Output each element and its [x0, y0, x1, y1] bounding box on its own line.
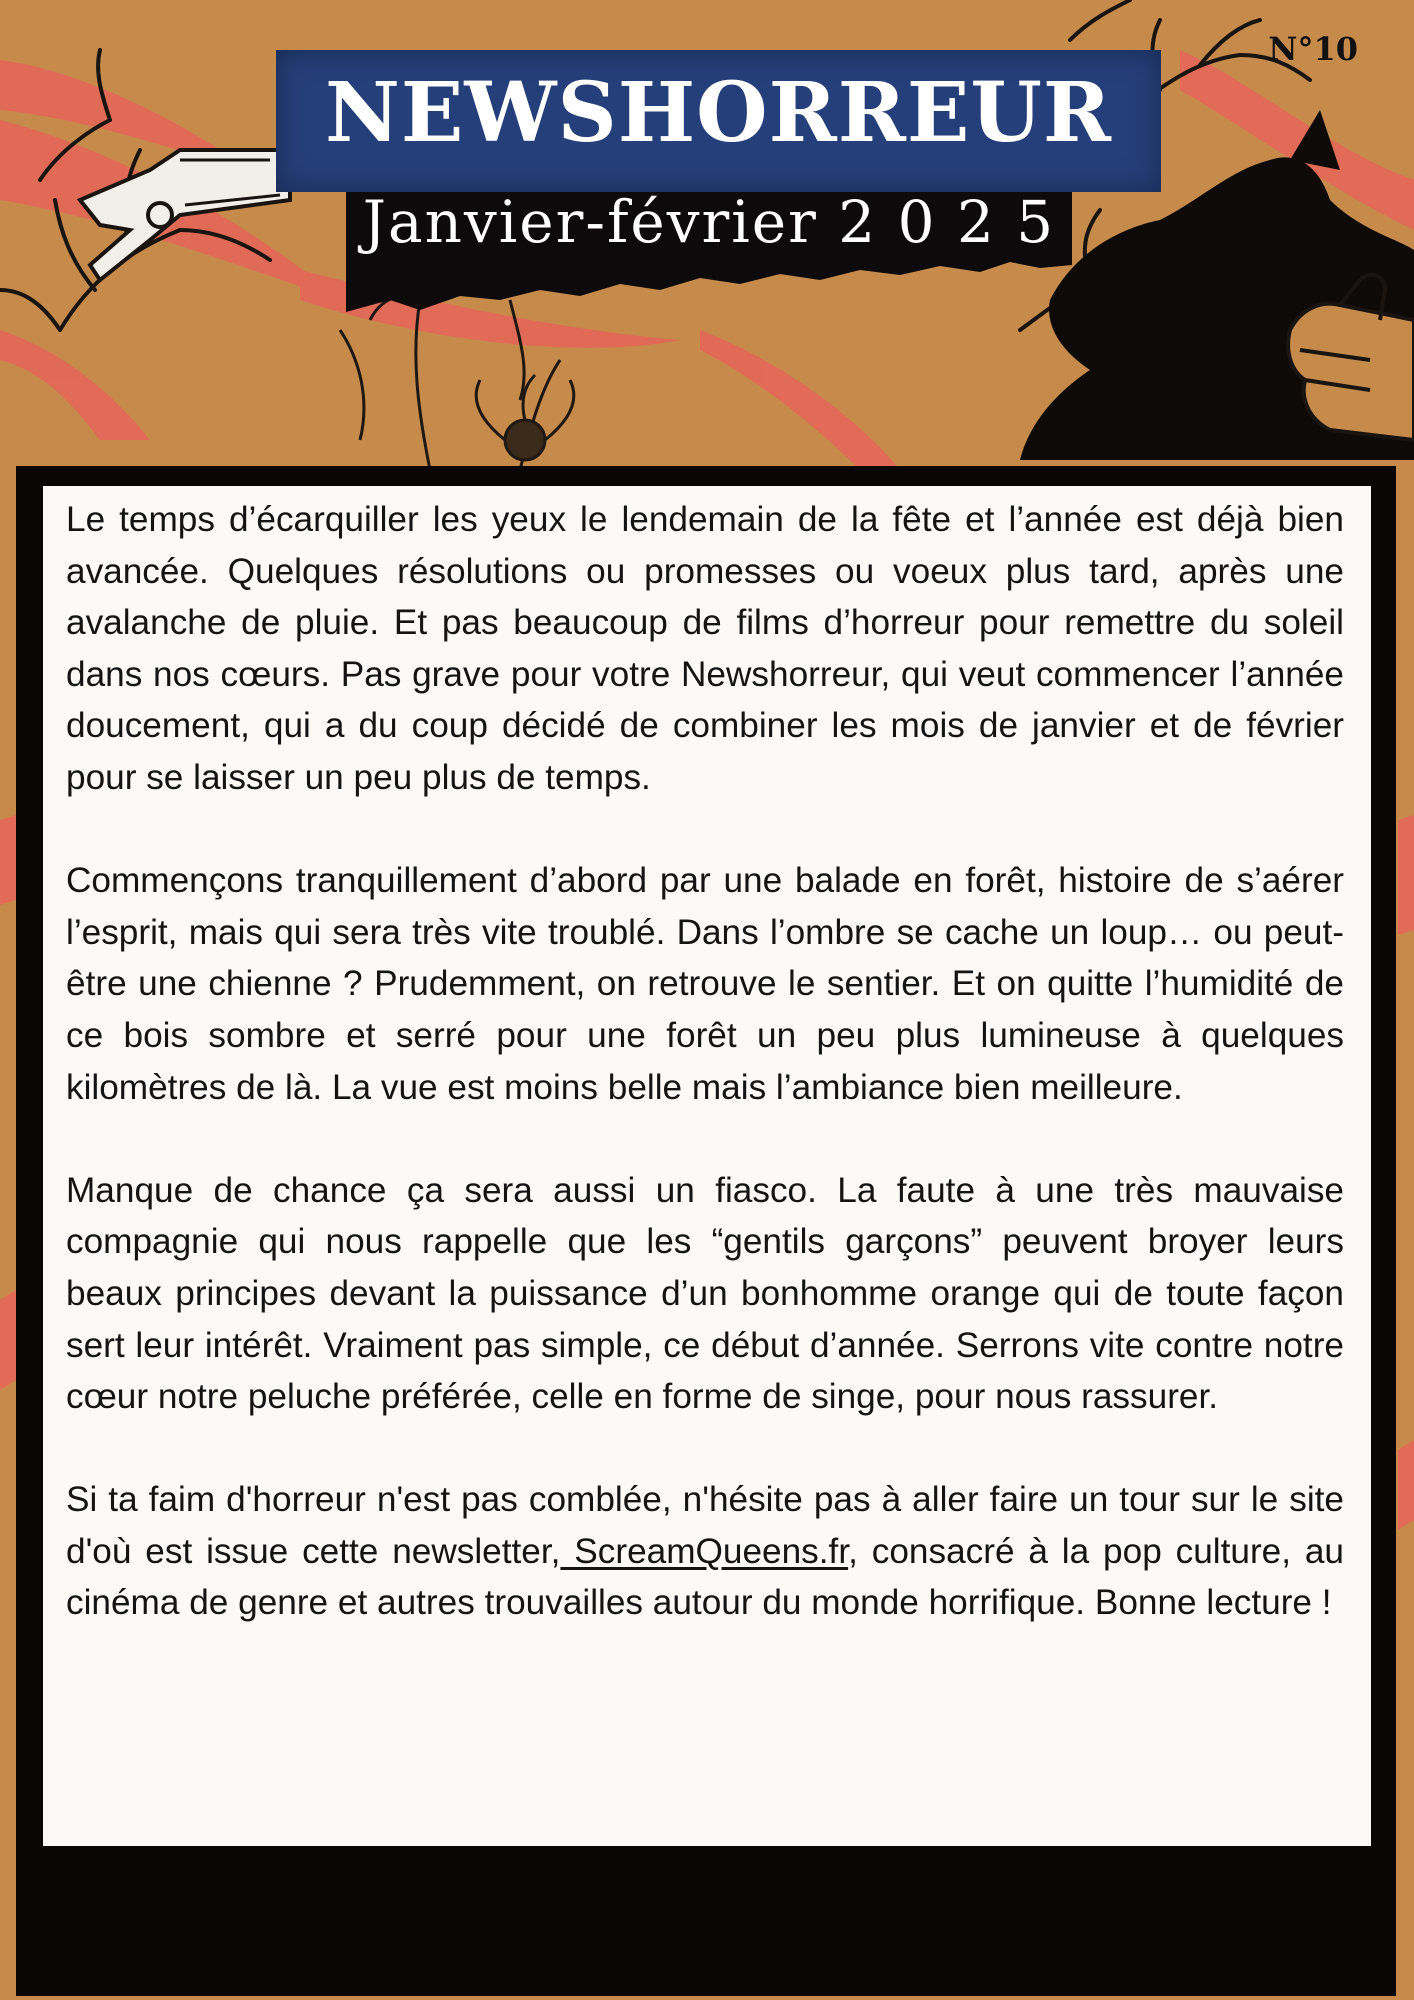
screamqueens-link[interactable]: ScreamQueens.fr [560, 1531, 849, 1571]
issue-date: Janvier-février 2 0 2 5 [362, 188, 1056, 256]
issue-number: N°10 [1268, 30, 1358, 68]
paragraph-forest: Commençons tranquillement d’abord par une balade en forêt, histoire de s’aérer l’esprit, mais qui sera très vite troublé. Dans l’ombre se cache un loup… ou peut-être une chienne ? Prudemment, on retrouve le sentier. Et on quitte l’humidité de ce bois sombre et serré pour une forêt un peu plus lumineuse à quelques kilomètres de là. La vue est moins belle mais l’ambiance bien meilleure. [66, 861, 1344, 1107]
closing-text-after: , consacré à la pop culture, au cinéma de genre et autres trouvailles autour du monde horrifique. Bonne lecture ! [66, 1531, 1345, 1623]
date-banner [346, 176, 1072, 276]
paragraph-fiasco: Manque de chance ça sera aussi un fiasco. La faute à une très mauvaise compagnie qui nous rappelle que les “gentils garçons” peuvent broyer leurs beaux principes devant la puissance d’un bonhomme orange qui de toute façon sert leur intérêt. Vraiment pas simple, ce début d’année. Serrons vite contre notre cœur notre peluche préférée, celle en forme de singe, pour nous rassurer. [66, 1170, 1344, 1417]
newsletter-title: NEWSHORREUR [324, 65, 1113, 161]
paragraph-intro: Le temps d’écarquiller les yeux le lendemain de la fête et l’année est déjà bien avancée. Quelques résolutions ou promesses ou voeux plus tard, après une avalanche de pluie. Et pas beaucoup de films d’horreur pour remettre du soleil dans nos cœurs. Pas grave pour votre Newshorreur, qui veut commencer l’année doucement, qui a du coup décidé de combiner les mois de janvier et de février pour se laisser un peu plus de temps. [66, 500, 1344, 797]
closing-text-before: Si ta faim d'horreur n'est pas comblée, n'hésite pas à aller faire un tour sur le site d'où est issue cette newsletter, [66, 1480, 1344, 1571]
article-body [66, 494, 1344, 1681]
title-banner [276, 50, 1161, 192]
paragraph-closing [66, 1474, 1344, 1629]
